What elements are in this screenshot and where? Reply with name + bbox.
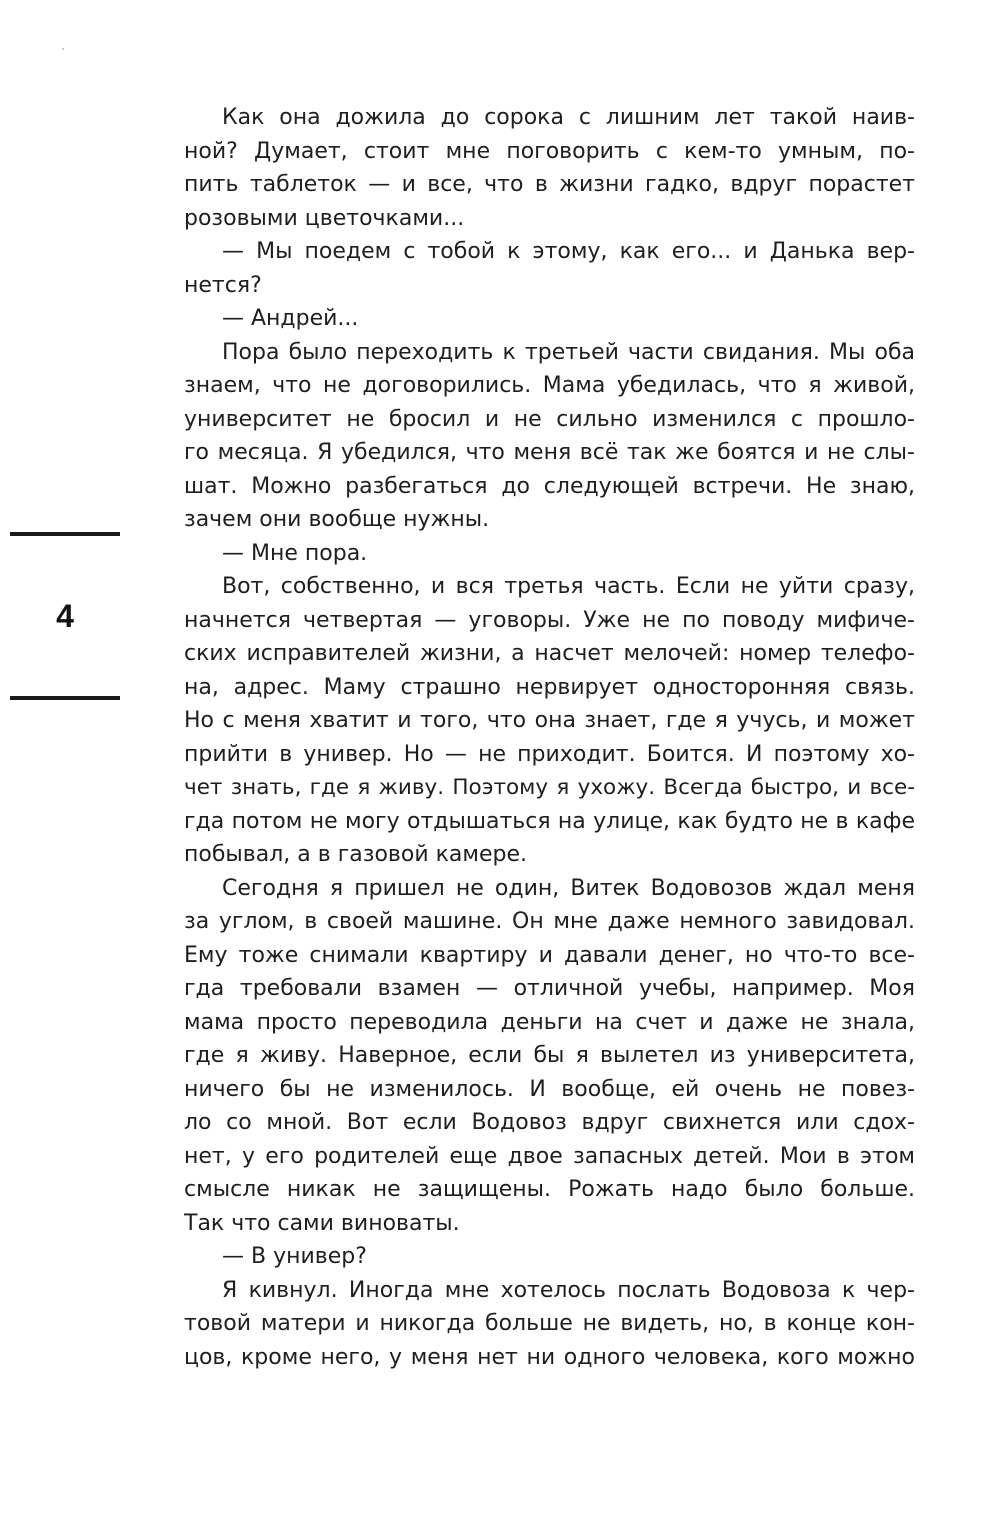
text-line: шат. Можно разбегаться до следующей встречи. Не знаю, — [184, 473, 915, 499]
text-line: Так что сами виноваты. — [184, 1210, 460, 1236]
text-line: знаем, что не договорились. Мама убедилась, что я живой, — [184, 373, 915, 398]
text-line: побывал, а в газовой камере. — [184, 842, 528, 867]
text-line: смысле никак не защищены. Рожать надо было больше. — [184, 1177, 915, 1202]
text-line: Я кивнул. Иногда мне хотелось послать Водовоза к чер- — [222, 1277, 915, 1303]
text-line: гда требовали взамен — отличной учебы, например. Моя — [184, 976, 915, 1001]
text-line: Но с меня хватит и того, что она знает, где я учусь, и может — [184, 708, 915, 733]
text-line: ло со мной. Вот если Водовоз вдруг свихнется или сдох- — [184, 1110, 915, 1135]
text-line: прийти в универ. Но — не приходит. Боится. И поэтому хо- — [184, 741, 915, 767]
text-line: Сегодня я пришел не один, Витек Водовозов ждал меня — [222, 875, 915, 901]
text-line: ничего бы не изменилось. И вообще, ей очень не повез- — [184, 1076, 915, 1102]
text-line: го месяца. Я убедился, что меня всё так же боятся и не слы- — [184, 440, 915, 465]
text-line: — Андрей... — [222, 306, 359, 331]
text-line: Вот, собственно, и вся третья часть. Если не уйти сразу, — [222, 574, 915, 599]
text-line: цов, кроме него, у меня нет ни одного человека, кого можно — [184, 1344, 915, 1370]
text-line: товой матери и никогда больше не видеть, но, в конце кон- — [184, 1311, 915, 1336]
text-line: гда потом не могу отдышаться на улице, как будто не в кафе — [184, 808, 915, 834]
text-line: начнется четвертая — уговоры. Уже не по поводу мифиче- — [184, 607, 915, 633]
text-line: Как она дожила до сорока с лишним лет такой наив- — [222, 105, 915, 130]
body-text — [184, 101, 915, 1374]
text-line: мама просто переводила деньги на счет и даже не знала, — [184, 1009, 915, 1035]
text-line: университет не бросил и не сильно изменился с прошло- — [184, 406, 915, 432]
text-line: ских исправителей жизни, а насчет мелочей: номер телефо- — [184, 641, 915, 666]
text-line: нет, у его родителей еще двое запасных детей. Мои в этом — [184, 1143, 915, 1169]
text-line: где я живу. Наверное, если бы я вылетел из университета, — [184, 1043, 915, 1068]
text-line: на, адрес. Маму страшно нервирует односторонняя связь. — [184, 674, 915, 700]
text-line: нется? — [184, 272, 262, 298]
text-line: Ему тоже снимали квартиру и давали денег, но что-то все- — [184, 942, 915, 968]
text-line: ной? Думает, стоит мне поговорить с кем-то умным, по- — [184, 138, 915, 164]
page-speck — [62, 48, 64, 50]
chapter-rule-top — [10, 532, 120, 536]
chapter-number: 4 — [56, 598, 74, 634]
chapter-marker — [10, 532, 120, 702]
text-line: Пора было переходить к третьей части свидания. Мы оба — [222, 339, 915, 365]
text-line: пить таблеток — и все, что в жизни гадко, вдруг порастет — [184, 172, 915, 197]
text-line: — Мне пора. — [222, 540, 368, 566]
text-line: розовыми цветочками... — [184, 205, 465, 231]
text-line: за углом, в своей машине. Он мне даже немного завидовал. — [184, 909, 915, 934]
text-line: — Мы поедем с тобой к этому, как его... и Данька вер- — [222, 239, 915, 264]
text-line: — В универ? — [222, 1244, 367, 1269]
chapter-rule-bottom — [10, 696, 120, 700]
text-line: зачем они вообще нужны. — [184, 507, 490, 532]
text-line: чет знать, где я живу. Поэтому я ухожу. Всегда быстро, и все- — [184, 775, 915, 800]
